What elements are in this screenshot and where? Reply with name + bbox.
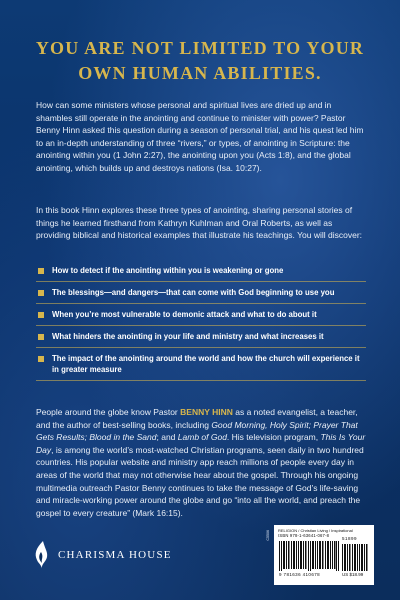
book-titles: Good Morning, Holy Spirit; Prayer That Gets Results; Blood in the Sand — [36, 419, 358, 443]
headline — [0, 36, 400, 86]
bullet-text: What hinders the anointing in your life and ministry and what increases it — [52, 332, 324, 341]
square-bullet-icon — [38, 356, 44, 362]
bio-text: People around the globe know Pastor — [36, 407, 181, 417]
headline-line-2: OWN HUMAN ABILITIES. — [78, 63, 322, 83]
book-title: Lamb of God — [177, 432, 227, 443]
publisher-logo — [32, 540, 172, 570]
bullet-text: When you’re most vulnerable to demonic attack and what to do about it — [52, 310, 317, 319]
addon-code: 51899 — [342, 536, 358, 541]
square-bullet-icon — [38, 334, 44, 340]
square-bullet-icon — [38, 290, 44, 296]
bio-text: . His television program, — [226, 432, 321, 443]
tv-program-title: This Is Your Day — [36, 432, 366, 455]
category-label: RELIGION / Christian Living / Inspirational — [278, 528, 353, 533]
side-code: C5506 — [266, 530, 270, 541]
bio-text: as a noted evangelist, a teacher, and the author of best-selling books, including — [36, 407, 358, 430]
bullet-list — [36, 260, 366, 381]
barcode-bars — [279, 541, 339, 571]
headline-line-1: YOU ARE NOT LIMITED TO YOUR — [35, 38, 365, 58]
bullet-text: The impact of the anointing around the world and how the church will experience it in greater measure — [52, 354, 360, 374]
author-bio-paragraph — [36, 406, 366, 519]
bullet-item — [36, 348, 366, 381]
bio-text: ; and — [156, 432, 178, 443]
square-bullet-icon — [38, 312, 44, 318]
price-label: US $18.99 — [342, 572, 364, 577]
square-bullet-icon — [38, 268, 44, 274]
barcode-digits: 9 781636 410678 — [279, 572, 321, 577]
barcode-panel — [274, 525, 374, 585]
isbn-label: ISBN 978-1-63641-067-8 — [278, 533, 330, 538]
bullet-text: The blessings—and dangers—that can come with God beginning to use you — [52, 288, 335, 297]
bullet-text: How to detect if the anointing within you is weakening or gone — [52, 266, 284, 275]
intro-paragraph: How can some ministers whose personal and spiritual lives are dried up and in shambles still operate in the anointing and continue to minister with power? Pastor Benny Hinn asked this question during a season of personal trial, and his quest led him to an in-depth understanding of three “rivers,” or types, of anointing in Scripture: the anointing within you (1 John 2:27), the anointing upon you (Acts 1:8), and the global anointing, which builds up and destroys nations (Isa. 10:27). — [36, 100, 364, 173]
flame-logo-icon — [32, 540, 52, 570]
bullet-item — [36, 304, 366, 326]
discover-paragraph: In this book Hinn explores these three types of anointing, sharing personal stories of things he learned firsthand from Kathryn Kuhlman and Oral Roberts, as well as providing biblical and historical examples that illustrate his teachings. You will discover: — [36, 205, 363, 241]
bullet-item — [36, 282, 366, 304]
bio-text: , is among the world’s most-watched Christian programs, seen daily in two hundred countries. His popular website and ministry app reach millions of people every day in areas of the world that may not otherwise hear about the gospel. Through his ongoing multimedia outreach Pastor Benny continues to take the message of God’s life-saving and miracle-working power around the globe and go “into all the world, and preach the gospel to every creature” (Mark 16:15). — [36, 444, 364, 518]
bullet-item — [36, 326, 366, 348]
addon-barcode-bars — [342, 541, 368, 571]
bullet-item — [36, 260, 366, 282]
publisher-name: CHARISMA HOUSE — [58, 549, 172, 561]
author-name: BENNY HINN — [180, 407, 233, 417]
